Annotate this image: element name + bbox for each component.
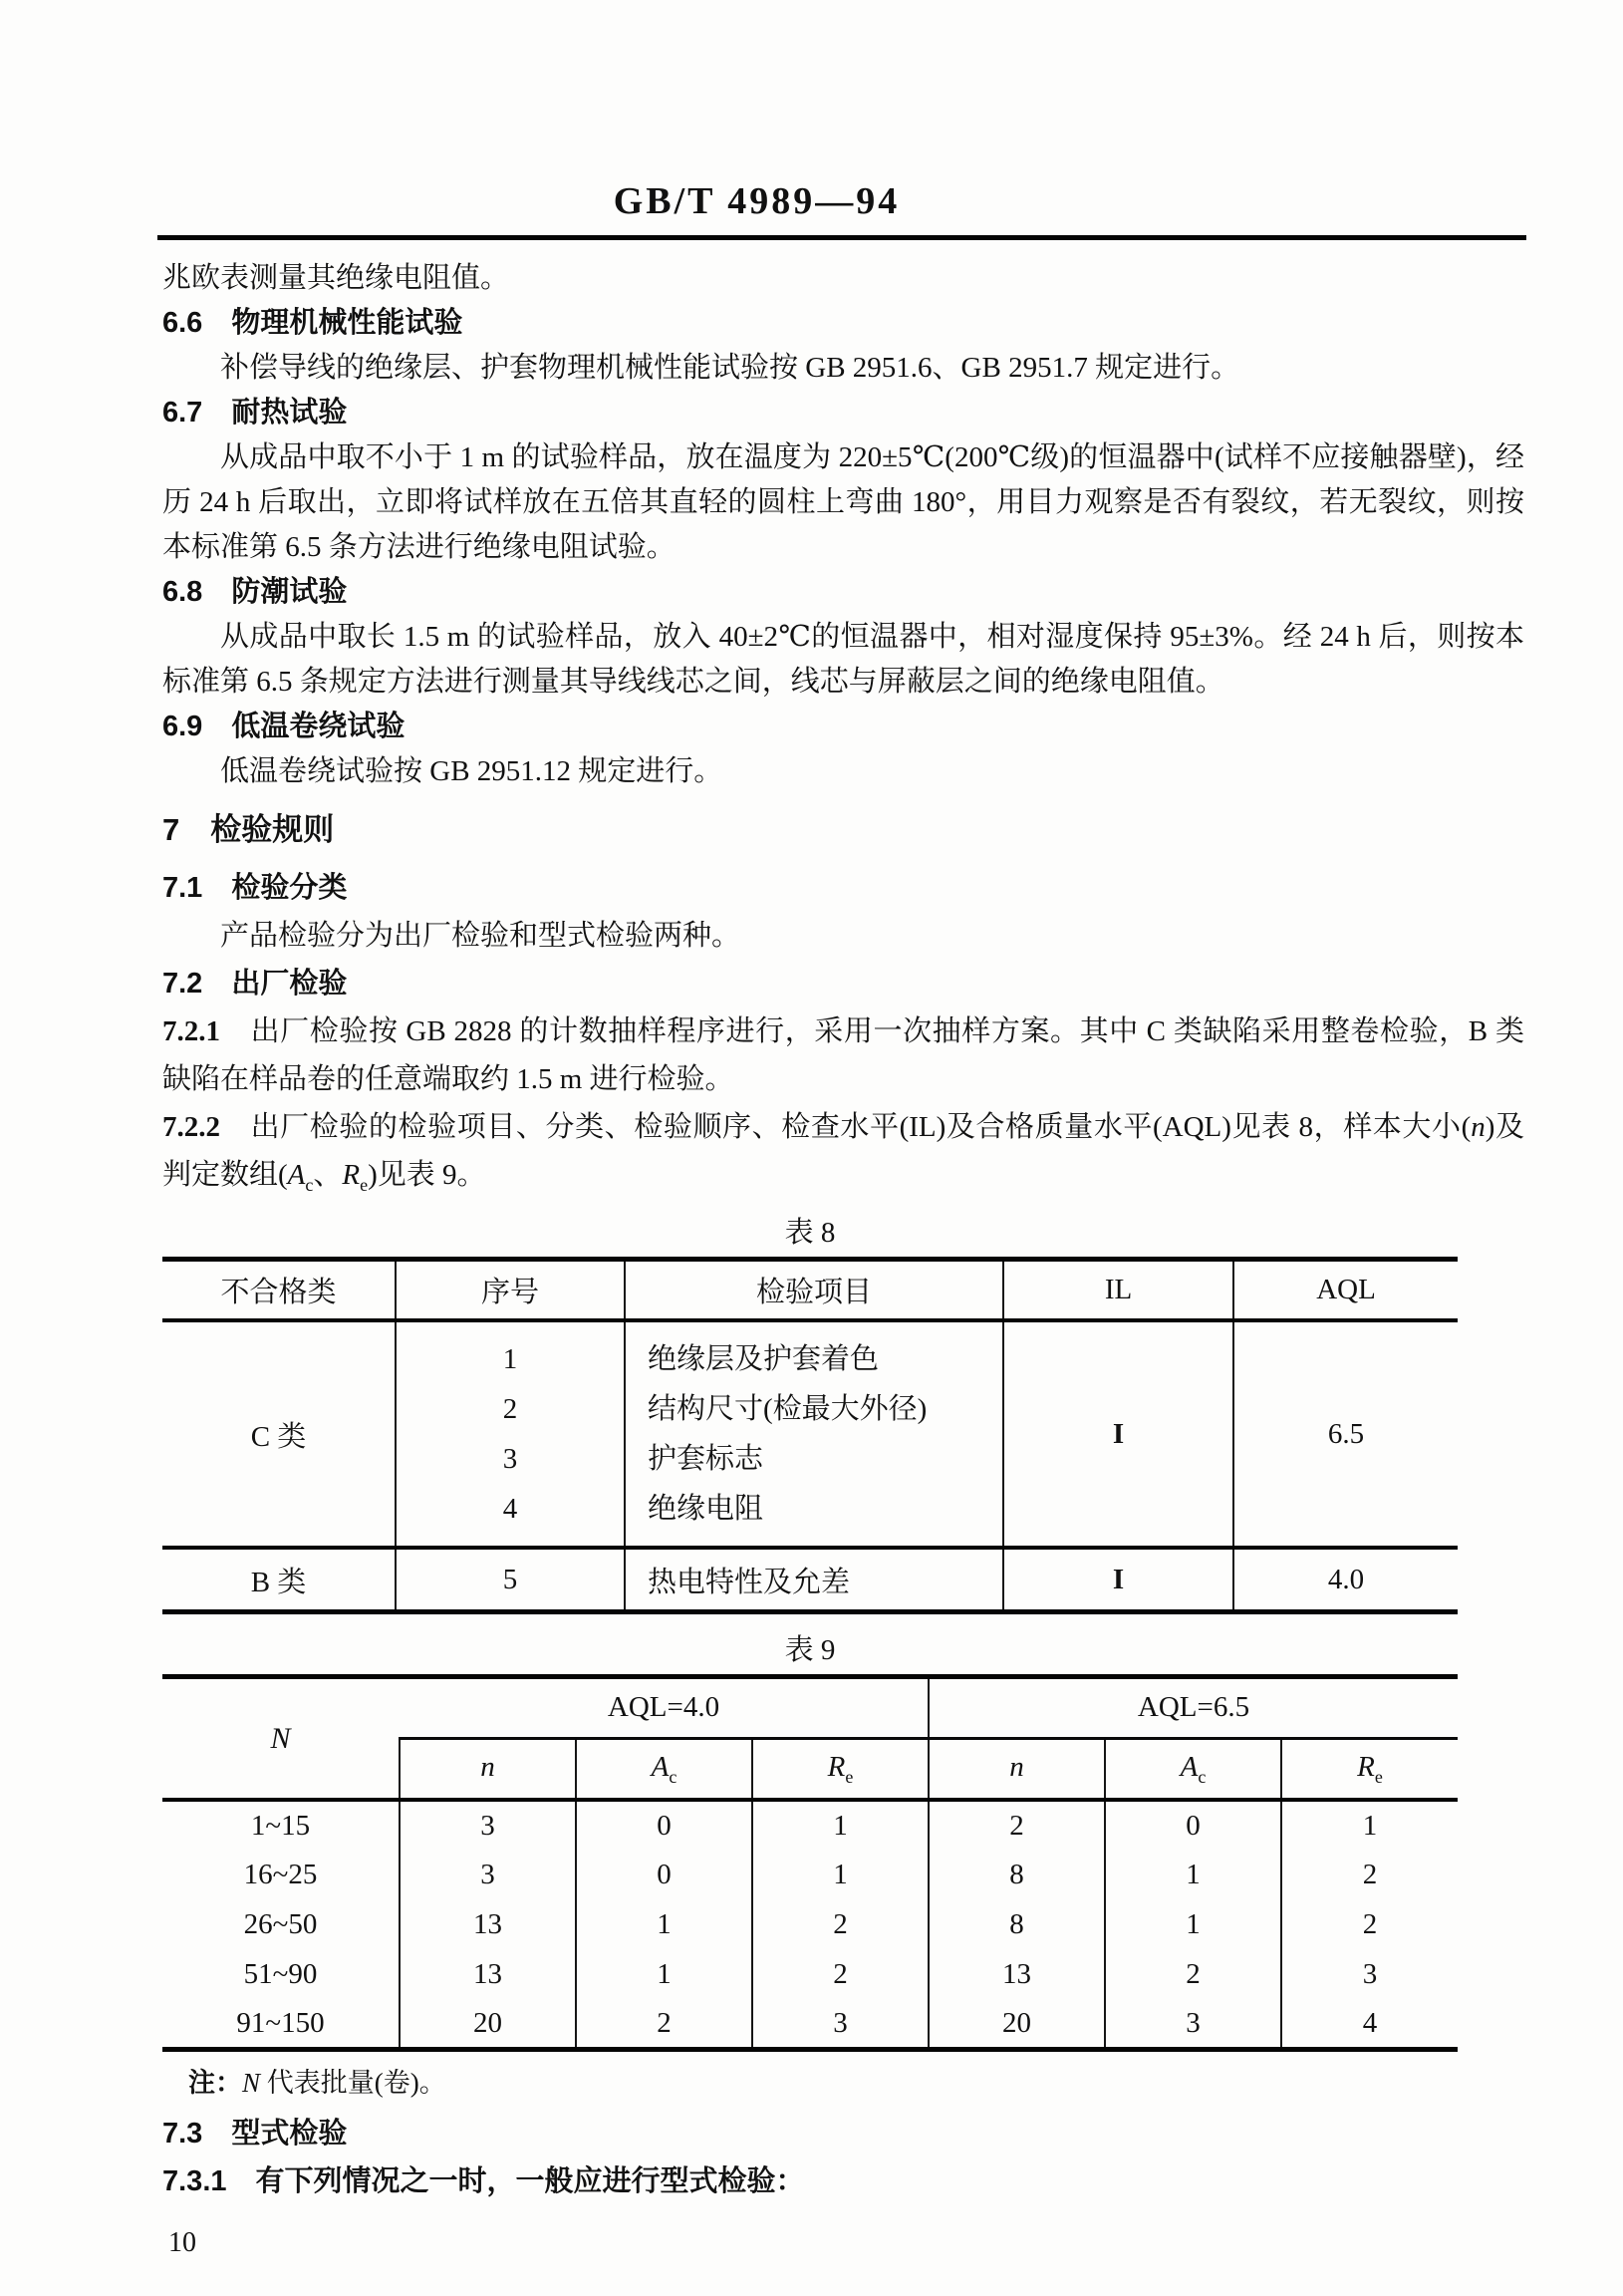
paragraph-7-1: 产品检验分为出厂检验和型式检验两种。 [220,920,741,952]
table9-range: 1~15 [250,1809,311,1842]
table8-header-il: IL [1003,1259,1233,1320]
note-prefix: 注： [188,2067,242,2098]
table9-value: 3 [400,1850,576,1899]
table9-header-aql-4-0: AQL=4.0 [400,1676,929,1738]
table9-value: 8 [929,1899,1105,1949]
table9-value: 2 [752,1899,929,1949]
table9-data-row [162,1850,1458,1899]
clauses-6 [162,256,1524,854]
table9-value: 2 [929,1800,1105,1850]
header-divider [157,235,1526,240]
table9-value: 1 [1105,1850,1281,1899]
table8-row-class-c [162,1320,1458,1548]
table9-data-row [162,1899,1458,1949]
table9-value: 0 [576,1800,752,1850]
table9-value: 13 [929,1949,1105,1999]
table9-range: 91~150 [162,1999,400,2049]
table9-header-aql-6-5: AQL=6.5 [929,1676,1458,1738]
table9-value: 0 [576,1850,752,1899]
clause-heading-6-8: 6.8 防潮试验 [162,576,348,608]
table8-header-row [162,1259,1458,1320]
symbol-capital-n: N [270,1721,291,1755]
table9-value: 20 [929,1999,1105,2049]
table8-number: 4 [502,1493,518,1526]
clause-heading-6-6: 6.6 物理机械性能试验 [162,307,463,339]
clause-heading-7-1: 7.1 检验分类 [162,872,348,904]
table8-number: 1 [502,1343,518,1376]
symbol-n: n [1471,1111,1486,1143]
table8-number: 3 [502,1443,518,1476]
table9-value: 2 [1105,1949,1281,1999]
table9-value: 2 [1281,1899,1458,1949]
table9-value: 13 [400,1899,576,1949]
table8-row-class-b [162,1548,1458,1611]
table9-range: 51~90 [243,1957,318,1990]
table8-cell-il-c: I [1003,1320,1233,1548]
standard-number: GB/T 4989—94 [613,180,901,222]
table9-value: 8 [929,1850,1105,1899]
clause-heading-6-9: 6.9 低温卷绕试验 [162,711,406,742]
table8-cell-aql-c: 6.5 [1233,1320,1458,1548]
table8-item: 结构尺寸(检最大外径) [648,1393,928,1426]
table8-cell-class-c: C 类 [162,1320,396,1548]
clause-number-7-2-1: 7.2.1 [162,1015,220,1047]
clauses-7 [162,864,1524,1209]
clause-text-7-2-2-c: )见表 9。 [368,1159,486,1191]
table9-note [162,2066,1524,2100]
table9-header-n [162,1676,400,1800]
table8-cell-items [625,1320,1003,1548]
table9-value: 4 [1281,1999,1458,2049]
symbol-re: R [342,1159,361,1191]
page-content [162,256,1524,2263]
paragraph-continuation: 兆欧表测量其绝缘电阻值。 [162,262,510,294]
clause-number-7-2-2: 7.2.2 [162,1111,220,1143]
table8-item: 绝缘电阻 [648,1493,764,1526]
table9-value: 2 [1281,1850,1458,1899]
table9-value: 3 [400,1800,576,1850]
symbol-ac-subscript: c [305,1174,314,1195]
table9-group-header-row [162,1676,1458,1738]
table9-range: 16~25 [243,1858,318,1890]
table9-value: 1 [576,1899,752,1949]
table9-value: 1 [752,1850,929,1899]
paragraph-7-2-1 [162,1007,1524,1103]
symbol-re-subscript: e [360,1174,369,1195]
table9-value: 1 [752,1800,929,1850]
clause-text-7-2-2-a: 出厂检验的检验项目、分类、检验顺序、检查水平(IL)及合格质量水平(AQL)见表 8，样本大小( [250,1111,1472,1143]
clauses-7-3 [162,2110,1524,2205]
note-symbol-n: N [242,2067,261,2098]
clause-text-7-2-1: 出厂检验按 GB 2828 的计数抽样程序进行，采用一次抽样方案。其中 C 类缺陷采用整卷检验，B 类缺陷在样品卷的任意端取约 1.5 m 进行检验。 [162,1015,1524,1095]
table8-number: 2 [502,1393,518,1426]
table9-range: 26~50 [243,1907,318,1940]
table-8 [162,1257,1458,1614]
table9-value: 3 [1105,1999,1281,2049]
symbol-ac: A [287,1159,306,1191]
table9-caption: 表 9 [784,1633,836,1666]
table9-data-row [162,1999,1458,2049]
table9-value: 13 [400,1949,576,1999]
table9-subheader-n1: n [400,1738,576,1800]
table9-subheader-ac1: $A_c$ [576,1738,752,1800]
page-number: 10 [168,2226,196,2258]
table8-cell-number-b: 5 [396,1548,625,1611]
clause-heading-7-3-1: 7.3.1 有下列情况之一时，一般应进行型式检验： [162,2164,805,2197]
table9-value: 3 [752,1999,929,2049]
table9-value: 2 [576,1999,752,2049]
clause-heading-7-3: 7.3 型式检验 [162,2117,348,2150]
table8-cell-il-b: I [1003,1548,1233,1611]
paragraph-7-2-2 [162,1103,1524,1209]
clause-heading-6-7: 6.7 耐热试验 [162,397,348,429]
table8-cell-aql-b: 4.0 [1233,1548,1458,1611]
table9-value: 3 [1281,1949,1458,1999]
table9-subheader-re2: $R_e$ [1281,1738,1458,1800]
paragraph-6-8: 从成品中取长 1.5 m 的试验样品，放入 40±2℃的恒温器中，相对湿度保持 95±3%。经 24 h 后，则按本标准第 6.5 条规定方法进行测量其导线线芯之间，线芯与屏蔽层之间的绝缘电阻值。 [162,621,1524,698]
enumeration-comma: 、 [313,1159,343,1191]
table9-value: 20 [400,1999,576,2049]
paragraph-6-9: 低温卷绕试验按 GB 2951.12 规定进行。 [220,755,723,787]
table8-item: 护套标志 [648,1443,764,1476]
table9-value: 0 [1105,1800,1281,1850]
table9-value: 1 [1105,1899,1281,1949]
chapter-heading-7: 7 检验规则 [162,812,335,847]
clause-heading-7-2: 7.2 出厂检验 [162,968,348,1000]
table8-header-defect-class: 不合格类 [162,1259,396,1320]
table8-caption: 表 8 [784,1216,836,1249]
table9-value: 1 [576,1949,752,1999]
table8-header-serial: 序号 [396,1259,625,1320]
paragraph-6-6: 补偿导线的绝缘层、护套物理机械性能试验按 GB 2951.6、GB 2951.7 规定进行。 [220,352,1240,384]
table9-subheader-ac2: $A_c$ [1105,1738,1281,1800]
table8-item: 绝缘层及护套着色 [648,1343,880,1376]
clause-text-7-2-2-b: )及判定数组( [162,1111,1524,1191]
table9-subheader-re1: $R_e$ [752,1738,929,1800]
table8-header-aql: AQL [1233,1259,1458,1320]
note-text: 代表批量(卷)。 [260,2067,446,2098]
document-header [0,0,1623,223]
table9-value: 1 [1281,1800,1458,1850]
table9-data-row [162,1949,1458,1999]
table9-value: 2 [752,1949,929,1999]
paragraph-6-7: 从成品中取不小于 1 m 的试验样品，放在温度为 220±5℃(200℃级)的恒温器中(试样不应接触器壁)，经历 24 h 后取出，立即将试样放在五倍其直轻的圆柱上弯曲 180°，用目力观察是否有裂纹，若无裂纹，则按本标准第 6.5 条方法进行绝缘电阻试验。 [162,441,1524,563]
table8-header-item: 检验项目 [625,1259,1003,1320]
table8-cell-class-b: B 类 [162,1548,396,1611]
table-9 [162,1674,1458,2052]
table8-cell-numbers [396,1320,625,1548]
table9-data-row [162,1800,1458,1850]
table8-cell-item-b: 热电特性及允差 [625,1548,1003,1611]
table9-subheader-n2: n [929,1738,1105,1800]
